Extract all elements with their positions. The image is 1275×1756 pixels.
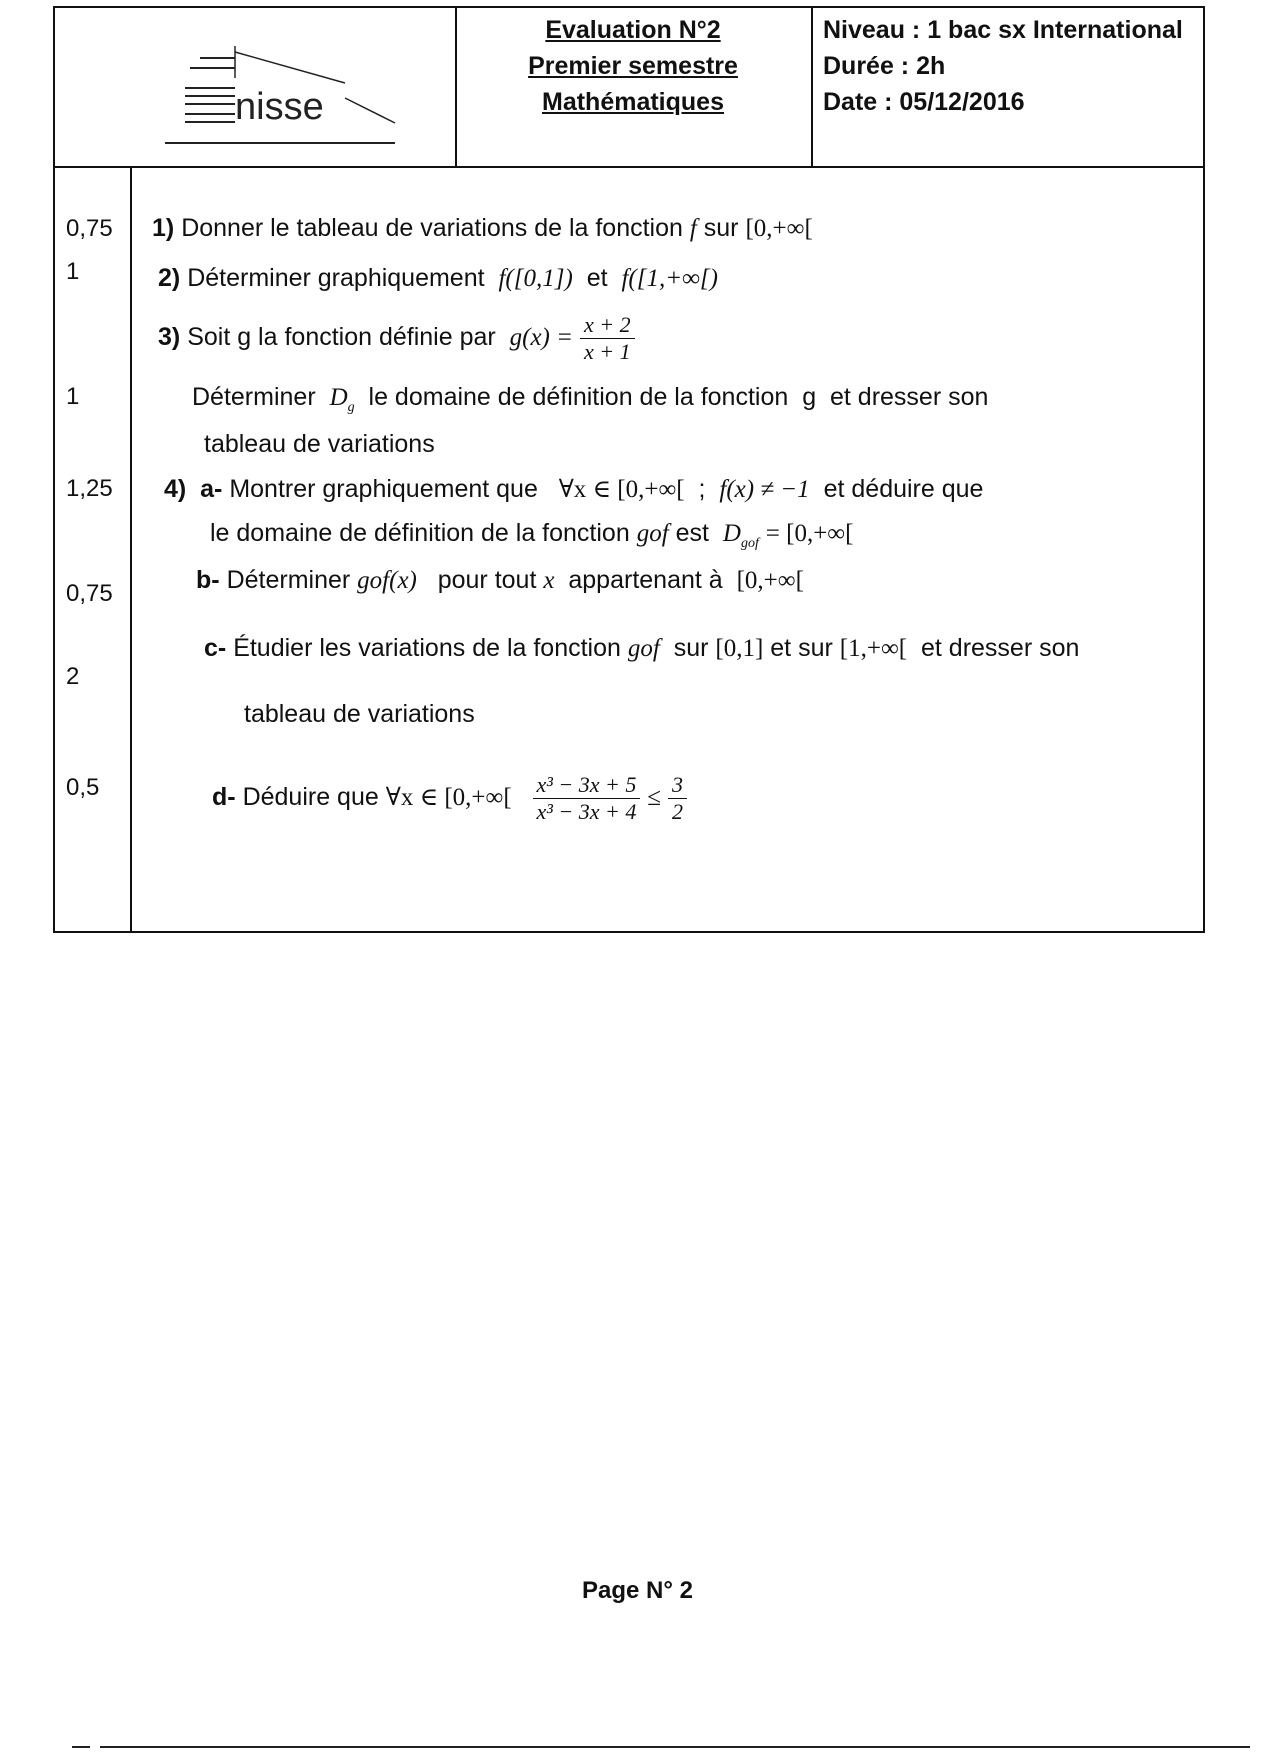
question-3-line3: tableau de variations bbox=[204, 430, 435, 458]
points-q4a: 1,25 bbox=[66, 475, 113, 502]
logo-text: nisse bbox=[235, 86, 324, 128]
q2-text: Déterminer graphiquement bbox=[187, 264, 485, 292]
q4a-label: a- bbox=[200, 475, 223, 503]
q2-expr2: f([1,+∞[) bbox=[621, 265, 718, 292]
question-4c-line2: tableau de variations bbox=[244, 700, 475, 728]
points-q4c: 2 bbox=[66, 663, 80, 690]
q4d-fraction bbox=[533, 772, 641, 825]
q4a-ineq: f(x) ≠ −1 bbox=[719, 476, 810, 503]
points-q3: 1 bbox=[66, 383, 80, 410]
q4b-tail: appartenant à bbox=[568, 566, 723, 594]
question-4d bbox=[212, 772, 687, 825]
q4a-est: est bbox=[675, 519, 709, 547]
q2-et: et bbox=[586, 264, 608, 292]
level-text: Niveau : 1 bac sx International bbox=[823, 16, 1183, 44]
q1-sur: sur bbox=[703, 214, 739, 242]
q4c-int1: [0,1] bbox=[715, 635, 764, 662]
header-divider bbox=[811, 8, 813, 166]
question-4c bbox=[204, 634, 1079, 663]
q3-dg: D bbox=[329, 384, 348, 411]
q4d-text: Déduire que bbox=[242, 783, 379, 812]
q2-expr1: f([0,1]) bbox=[498, 265, 573, 292]
q4c-int2: [1,+∞[ bbox=[839, 635, 908, 662]
school-logo bbox=[145, 38, 405, 148]
q4d-numerator: x³ − 3x + 5 bbox=[533, 772, 641, 799]
question-1 bbox=[152, 214, 813, 243]
question-3-line2 bbox=[192, 383, 988, 416]
q4c-tail: et dresser son bbox=[921, 634, 1080, 662]
q3-line2-c: et dresser son bbox=[830, 383, 989, 411]
exam-info bbox=[823, 12, 1213, 120]
q1-text: Donner le tableau de variations de la fonction bbox=[181, 214, 683, 242]
page-number: Page N° 2 bbox=[582, 1577, 693, 1604]
q4a-dgof-val: = [0,+∞[ bbox=[765, 520, 854, 547]
title-subject: Mathématiques bbox=[542, 88, 724, 116]
q4b-mid: pour tout bbox=[437, 566, 537, 594]
points-q1: 0,75 bbox=[66, 215, 113, 242]
question-4a-line2 bbox=[210, 519, 853, 552]
question-2 bbox=[158, 264, 718, 293]
q4a-line2: le domaine de définition de la fonction bbox=[210, 519, 630, 547]
q1-interval: [0,+∞[ bbox=[745, 215, 813, 242]
q2-number: 2) bbox=[158, 264, 181, 292]
q4d-rhs-den: 2 bbox=[671, 799, 683, 824]
q4d-rhs-fraction bbox=[668, 772, 687, 825]
q3-denominator: x + 1 bbox=[583, 339, 631, 364]
exam-header bbox=[53, 6, 1205, 168]
q1-number: 1) bbox=[152, 214, 175, 242]
question-3 bbox=[158, 312, 635, 365]
title-evaluation: Evaluation N°2 bbox=[545, 16, 721, 44]
q4a-tail: et déduire que bbox=[823, 475, 984, 503]
date-text: Date : 05/12/2016 bbox=[823, 88, 1025, 116]
q3-text: Soit g la fonction définie par bbox=[187, 323, 496, 352]
q4b-text: Déterminer bbox=[226, 566, 351, 594]
q4a-gof: gof bbox=[636, 520, 669, 547]
q4c-sur2: et sur bbox=[770, 634, 833, 662]
q4d-forall: ∀x ∈ [0,+∞[ bbox=[385, 784, 512, 812]
q3-dg-sub: g bbox=[347, 400, 355, 415]
footer-rule bbox=[100, 1746, 1250, 1748]
q4-number: 4) bbox=[164, 475, 187, 503]
exam-title bbox=[455, 12, 811, 120]
q4c-sur1: sur bbox=[673, 634, 709, 662]
footer-rule-left bbox=[72, 1746, 90, 1748]
q4b-interval: [0,+∞[ bbox=[736, 567, 804, 594]
q4a-dgof-sub: gof bbox=[740, 536, 759, 551]
q4c-gof: gof bbox=[627, 635, 660, 662]
q4a-dgof: D bbox=[722, 520, 741, 547]
duration-text: Durée : 2h bbox=[823, 52, 946, 80]
q3-g: g bbox=[802, 383, 817, 411]
q4d-label: d- bbox=[212, 783, 236, 812]
question-4b bbox=[196, 566, 804, 595]
q4d-denominator: x³ − 3x + 4 bbox=[536, 799, 637, 824]
q3-numerator: x + 2 bbox=[580, 312, 635, 339]
q4c-text: Étudier les variations de la fonction bbox=[233, 634, 621, 662]
q4d-rhs-num: 3 bbox=[668, 772, 687, 799]
q4a-forall: ∀x ∈ [0,+∞[ bbox=[558, 476, 685, 503]
question-4a bbox=[164, 474, 983, 504]
q1-function: f bbox=[689, 215, 697, 242]
points-q2: 1 bbox=[66, 258, 80, 285]
q3-fraction bbox=[580, 312, 635, 365]
q4a-sep: ; bbox=[698, 475, 706, 503]
q3-number: 3) bbox=[158, 323, 181, 352]
q3-line2-b: le domaine de définition de la fonction bbox=[368, 383, 789, 411]
points-q4d: 0,5 bbox=[66, 774, 100, 801]
q3-line2-a: Déterminer bbox=[192, 383, 316, 411]
q4b-expr: gof(x) bbox=[357, 567, 417, 594]
points-q4b: 0,75 bbox=[66, 580, 113, 607]
q4b-x: x bbox=[543, 567, 555, 594]
q3-lhs: g(x) = bbox=[509, 324, 574, 352]
q4a-text: Montrer graphiquement que bbox=[229, 475, 538, 503]
q4d-leq: ≤ bbox=[647, 784, 662, 812]
title-semester: Premier semestre bbox=[528, 52, 738, 80]
q4b-label: b- bbox=[196, 566, 220, 594]
points-column-divider bbox=[130, 167, 132, 931]
q4c-label: c- bbox=[204, 634, 227, 662]
